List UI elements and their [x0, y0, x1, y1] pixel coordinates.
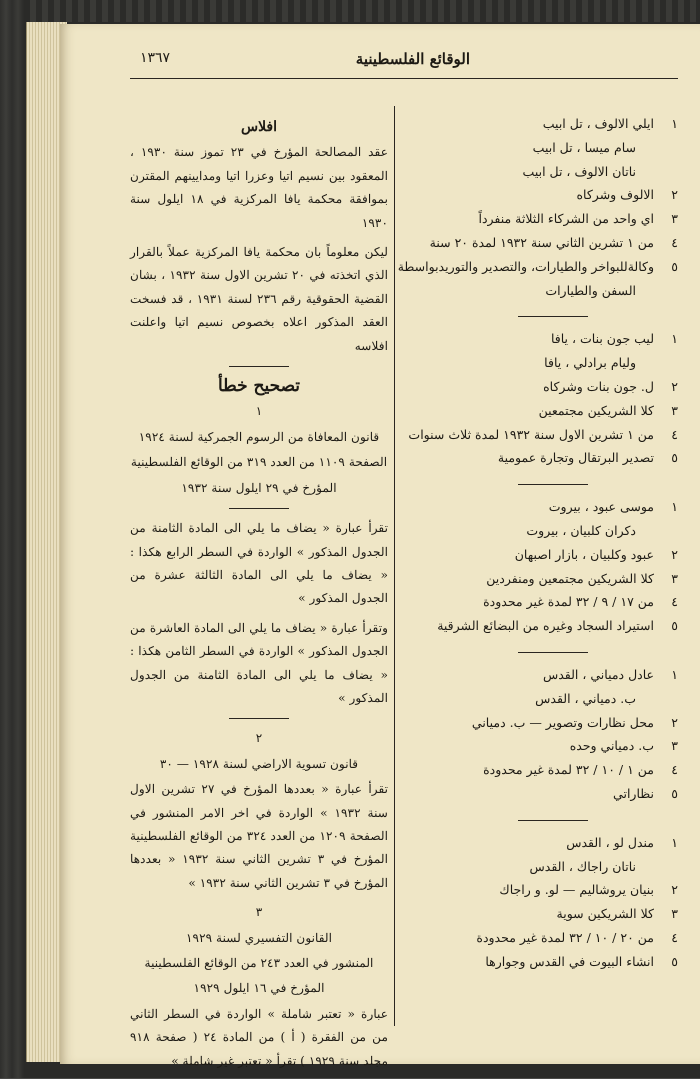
item-text: استيراد السجاد وغيره من البضائع الشرقية [437, 618, 654, 634]
item-number: ٥ [671, 258, 678, 274]
correction-number: ١ [255, 404, 263, 419]
item-text: عادل دمياني ، القدس [542, 666, 654, 682]
correction-law-title: قانون المعافاة من الرسوم الجمركية لسنة ١٩٢٤ [138, 429, 380, 444]
correction-reference: المنشور في العدد ٢٤٣ من الوقائع الفلسطينية [144, 956, 374, 970]
item-number: ٣ [671, 738, 678, 754]
entry-line [402, 375, 678, 399]
item-number: ١ [671, 499, 678, 515]
correction-law-title: القانون التفسيري لسنة ١٩٢٩ [186, 930, 332, 945]
item-text: كلا الشريكين سوية [556, 906, 654, 922]
item-number: ٤ [671, 426, 678, 442]
item-number: ٥ [671, 450, 678, 466]
entry-separator [518, 652, 588, 653]
item-text: ايلي الالوف ، تل ابيب [542, 116, 654, 131]
item-number [654, 687, 678, 711]
item-text: عبود وكلبيان ، بازار اصبهان [514, 546, 654, 562]
correction-reference: الصفحة ١١٠٩ من العدد ٣١٩ من الوقائع الفلسطينية [130, 455, 388, 470]
item-text: بنيان يروشاليم — لو. و راجاك [499, 882, 654, 898]
item-text: من ١ تشرين الاول سنة ١٩٣٢ لمدة ثلاث سنوات [408, 426, 654, 442]
entry-line [402, 782, 678, 806]
bankruptcy-paragraph: ليكن معلوماً بان محكمة يافا المركزية عملاً بالقرار الذي اتخذته في ٢٠ تشرين الاول سنة ١٩٣٢ ، بشان القضية الحقوقية رقم ٢٣٦ لسنة ١٩٣١ ، قد فسخت العقد المذكور اعلاه بخصوص نسيم اتيا واعلنت افلاسه [130, 245, 389, 353]
item-text: ب. دمياني وحده [569, 738, 654, 754]
entry-line [402, 351, 678, 375]
item-text: من ١ / ١٠ / ٣٢ لمدة غير محدودة [483, 762, 654, 778]
item-number: ١ [671, 666, 678, 682]
item-number: ٣ [671, 211, 678, 227]
correction-paragraph: تقرأ عبارة « بعددها المؤرخ في ٢٧ تشرين الاول سنة ١٩٣٢ » الواردة في اخر الامر المنشور في الصفحة ١٢٠٩ من العدد ٣٢٤ من الوقائع الفلسطينية المؤرخ في ٣ تشرين الثاني سنة ١٩٣٢ « بعددها المؤرخ في ٣ تشرين الثاني سنة ١٩٣٢ » [130, 782, 389, 890]
item-number: ٥ [671, 785, 678, 801]
item-number: ٣ [671, 402, 678, 418]
item-text: كلا الشريكين مجتمعين ومنفردين [486, 570, 654, 586]
entry-line [402, 160, 678, 184]
item-number: ٤ [671, 929, 678, 945]
correction-paragraph: وتقرأ عبارة « يضاف ما يلي الى المادة العاشرة من الجدول المذكور » الواردة في السطر الثامن هكذا : « يضاف ما يلي الى المادة الثامنة من الجدول المذكور » [130, 620, 388, 705]
item-number [654, 136, 678, 160]
notices-column [130, 116, 388, 1079]
corrections-title: تصحيح خطأ [217, 376, 301, 397]
item-text: وليام برادلي ، يافا [544, 355, 636, 371]
item-text: ليب جون بنات ، يافا [550, 331, 654, 347]
running-title: الوقائع الفلسطينية [355, 50, 470, 68]
item-number: ٣ [671, 570, 678, 586]
entry-line [402, 112, 678, 136]
bankruptcy-paragraph: عقد المصالحة المؤرخ في ٢٣ تموز سنة ١٩٣٠ ، المعقود بين نسيم اتيا وعزرا اتيا ومدايينهم المقترن بموافقة محكمة يافا المركزية في ١٨ ايلول سنة ١٩٣٠ [130, 145, 388, 230]
running-header [100, 50, 670, 74]
entry-line [402, 711, 678, 735]
entry-line [402, 136, 678, 160]
entry-line [402, 495, 678, 519]
entry-line [402, 855, 678, 879]
entry-line [397, 255, 678, 279]
entry-line [402, 663, 678, 687]
partnership-entry [402, 495, 678, 638]
item-text: ل. جون بنات وشركاه [543, 378, 654, 394]
item-text: مندل لو ، القدس [566, 834, 654, 850]
correction-number: ٢ [255, 731, 263, 746]
item-number [654, 519, 678, 543]
bankruptcy-title: افلاس [240, 119, 278, 135]
item-text: اي واحد من الشركاء الثلاثة منفرداً [478, 211, 654, 227]
item-text: من ١ تشرين الثاني سنة ١٩٣٢ لمدة ٢٠ سنة [429, 234, 654, 250]
item-number: ٣ [671, 906, 678, 922]
partnership-entry [402, 831, 678, 974]
item-number: ١ [671, 331, 678, 347]
partnerships-column [397, 112, 678, 988]
entry-separator [518, 316, 588, 317]
item-number: ٥ [671, 618, 678, 634]
item-number [654, 160, 678, 184]
entry-line [402, 950, 678, 974]
item-number [654, 855, 678, 879]
book-binding-cloth [30, 0, 700, 22]
item-number: ٢ [671, 187, 678, 203]
entry-line [402, 687, 678, 711]
entry-line [402, 231, 678, 255]
item-number [654, 351, 678, 375]
entry-line [402, 543, 678, 567]
column-divider [394, 106, 395, 1026]
item-text: وكالةللبواخر والطيارات، والتصدير والتوريدبواسطة [397, 258, 654, 274]
item-text: انشاء البيوت في القدس وجوارها [485, 953, 654, 969]
entry-line [402, 446, 678, 470]
correction-paragraph: تقرأ عبارة « يضاف ما يلي الى المادة الثامنة من الجدول المذكور » الواردة في السطر الرابع هكذا : « يضاف ما يلي الى المادة الثالثة عشرة من الجدول المذكور » [130, 521, 388, 606]
entry-line [402, 758, 678, 782]
item-text: ناتان الالوف ، تل ابيب [522, 163, 636, 179]
item-text: ناتان راجاك ، القدس [529, 858, 636, 874]
item-text: السفن والطيارات [545, 282, 636, 298]
item-text: كلا الشريكين مجتمعين [538, 402, 654, 418]
entry-line [402, 423, 678, 447]
entry-line [402, 926, 678, 950]
gazette-page [60, 24, 700, 1068]
entry-line [402, 183, 678, 207]
item-text: من ١٧ / ٩ / ٣٢ لمدة غير محدودة [483, 594, 654, 610]
entry-line [402, 399, 678, 423]
section-rule [229, 366, 289, 367]
entry-line [402, 207, 678, 231]
item-number: ٤ [671, 762, 678, 778]
entry-line [402, 519, 678, 543]
item-text: من ٢٠ / ١٠ / ٣٢ لمدة غير محدودة [476, 929, 654, 945]
item-number: ٢ [671, 714, 678, 730]
item-number: ١ [671, 116, 678, 131]
page-number: ١٣٦٧ [140, 50, 171, 66]
item-number: ٢ [671, 546, 678, 562]
correction-reference: المؤرخ في ٢٩ ايلول سنة ١٩٣٢ [181, 480, 337, 495]
item-text: محل نظارات وتصوير — ب. دمياني [471, 714, 654, 730]
entry-line [402, 902, 678, 926]
item-number: ٢ [671, 882, 678, 898]
header-rule [130, 78, 678, 79]
correction-number: ٣ [255, 905, 263, 920]
correction-law-title: قانون تسوية الاراضي لسنة ١٩٢٨ — ٣٠ [159, 756, 359, 771]
partnership-entry [402, 663, 678, 806]
item-text: ب. دمياني ، القدس [535, 690, 636, 706]
entry-separator [518, 484, 588, 485]
correction-reference: المؤرخ في ١٦ ايلول ١٩٢٩ [193, 981, 325, 996]
section-rule [229, 718, 289, 719]
correction-paragraph: عبارة « تعتبر شاملة » الواردة في السطر الثاني من من الفقرة ( أ ) من المادة ٢٤ ( صفحة ٩١٨ مجلد سنة ١٩٢٩ ) تقرأ « تعتبر غير شاملة » [130, 1006, 388, 1068]
item-number: ٥ [671, 953, 678, 969]
item-text: موسى عبود ، بيروت [548, 499, 654, 515]
item-number: ١ [671, 834, 678, 850]
entry-line [402, 831, 678, 855]
item-text: دكران كلبيان ، بيروت [526, 522, 636, 538]
entry-line [402, 614, 678, 638]
entry-line [402, 279, 678, 303]
entry-line [402, 734, 678, 758]
item-text: سام ميسا ، تل ابيب [532, 139, 636, 155]
item-text: الالوف وشركاه [576, 187, 654, 203]
item-number: ٢ [671, 378, 678, 394]
item-text: نظاراتي [613, 785, 654, 801]
partnership-entry [397, 112, 678, 302]
entry-line [402, 878, 678, 902]
entry-separator [518, 820, 588, 821]
item-text: تصدير البرتقال وتجارة عمومية [497, 450, 654, 466]
partnership-entry [402, 327, 678, 470]
item-number: ٤ [671, 234, 678, 250]
entry-line [402, 327, 678, 351]
item-number: ٤ [671, 594, 678, 610]
entry-line [402, 590, 678, 614]
entry-line [402, 567, 678, 591]
section-rule [229, 508, 289, 509]
item-number [654, 279, 678, 303]
